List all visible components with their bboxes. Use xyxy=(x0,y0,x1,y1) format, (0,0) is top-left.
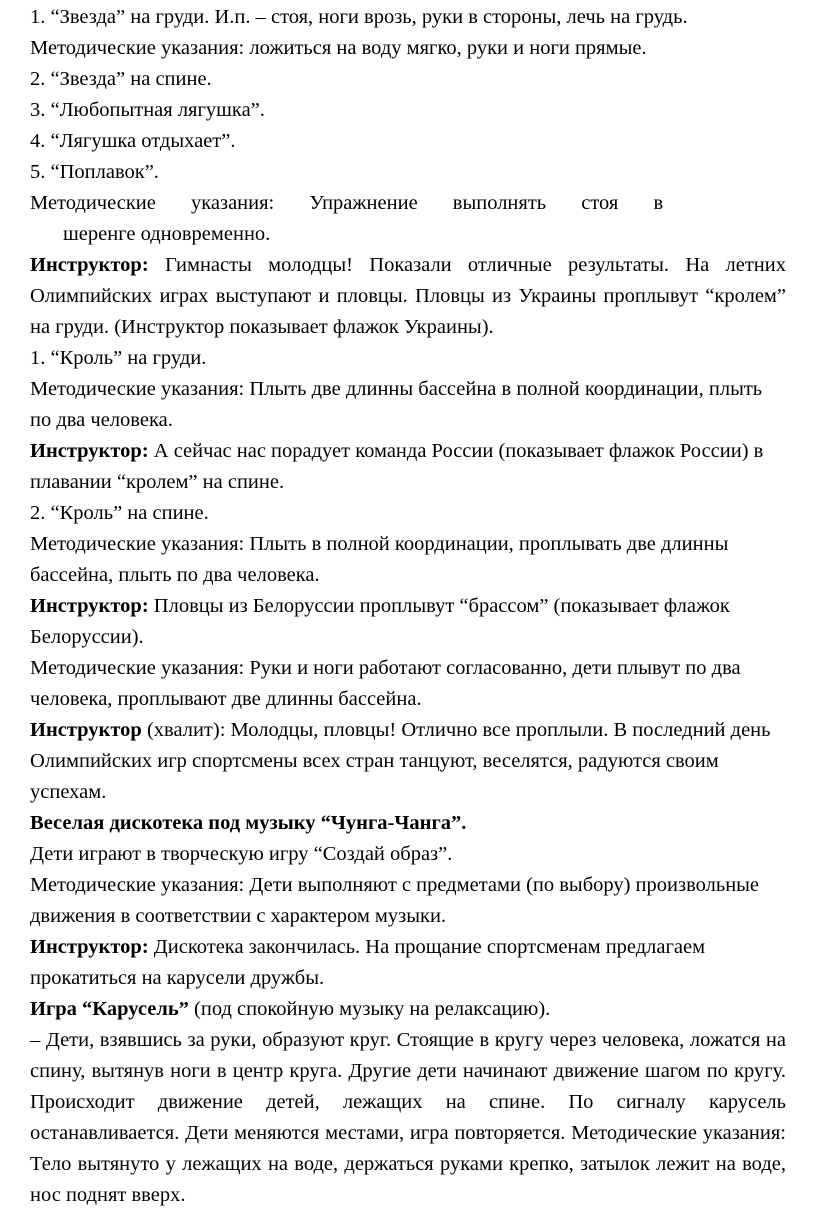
method-note-6: Методические указания: Дети выполняют с предметами (по выбору) произвольные движения в соответствии с характером музыки. xyxy=(30,874,760,927)
instructor-label: Инструктор: xyxy=(30,595,149,617)
method-note-2-cont: шеренге одновременно. xyxy=(63,223,271,245)
instructor-paragraph-5 xyxy=(30,932,786,994)
instructor-label: Инструктор: xyxy=(30,254,149,276)
instructor-text: А сейчас нас порадует команда России (показывает флажок России) в плавании “кролем” на спине. xyxy=(30,440,764,493)
instructor-paragraph-4 xyxy=(30,715,786,808)
method-note-3: Методические указания: Плыть две длинны бассейна в полной координации, плыть по два человека. xyxy=(30,378,763,431)
exercise-star-back: 2. “Звезда” на спине. xyxy=(30,68,212,90)
game-carousel-title xyxy=(30,994,786,1025)
exercise-float: 5. “Поплавок”. xyxy=(30,161,159,183)
exercise-star-chest: 1. “Звезда” на груди. И.п. – стоя, ноги врозь, руки в стороны, лечь на грудь. xyxy=(30,6,688,28)
creative-game-line: Дети играют в творческую игру “Создай образ”. xyxy=(30,843,453,865)
instructor-text: (хвалит): Молодцы, пловцы! Отлично все проплыли. В последний день Олимпийских игр спортсмены всех стран танцуют, веселятся, радуются своим успехам. xyxy=(30,719,771,803)
instructor-text: Дискотека закончилась. На прощание спортсменам предлагаем прокатиться на карусели дружбы. xyxy=(30,936,706,989)
method-note-4: Методические указания: Плыть в полной координации, проплывать две длинны бассейна, плыть по два человека. xyxy=(30,533,729,586)
game-label: Игра “Карусель” xyxy=(30,998,189,1020)
exercise-curious-frog: 3. “Любопытная лягушка”. xyxy=(30,99,265,121)
method-note-5: Методические указания: Руки и ноги работают согласованно, дети плывут по два человека, проплывают две длинны бассейна. xyxy=(30,657,741,710)
instructor-text: Гимнасты молодцы! Показали отличные результаты. На летних Олимпийских играх выступают и пловцы. Пловцы из Украины проплывут “кролем” на груди. (Инструктор показывает флажок Украины). xyxy=(30,254,786,338)
instructor-text: Пловцы из Белоруссии проплывут “брассом” (показывает флажок Белоруссии). xyxy=(30,595,730,648)
instructor-paragraph-2 xyxy=(30,436,786,498)
exercise-frog-rests: 4. “Лягушка отдыхает”. xyxy=(30,130,236,152)
game-text: (под спокойную музыку на релаксацию). xyxy=(188,998,551,1020)
instructor-label: Инструктор xyxy=(30,719,142,741)
exercise-crawl-back: 2. “Кроль” на спине. xyxy=(30,502,209,524)
instructor-paragraph-1 xyxy=(30,250,786,343)
instructor-label: Инструктор: xyxy=(30,440,149,462)
disco-heading: Веселая дискотека под музыку “Чунга-Чанга”. xyxy=(30,812,467,834)
instructor-paragraph-3 xyxy=(30,591,786,653)
exercise-crawl-chest: 1. “Кроль” на груди. xyxy=(30,347,207,369)
method-note-2: Методические указания: Упражнение выполнять стоя в xyxy=(30,192,664,214)
method-note-1: Методические указания: ложиться на воду мягко, руки и ноги прямые. xyxy=(30,37,647,59)
game-description: – Дети, взявшись за руки, образуют круг. Стоящие в кругу через человека, ложатся на спину, вытянув ноги в центр круга. Другие дети начинают движение шагом по кругу. Происходит движение детей, лежащих на спине. По сигналу карусель останавливается. Дети меняются местами, игра повторяется. Методические указания: Тело вытянуто у лежащих на воде, держаться руками крепко, затылок лежит на воде, нос поднят вверх. xyxy=(30,1029,786,1206)
instructor-label: Инструктор: xyxy=(30,936,149,958)
